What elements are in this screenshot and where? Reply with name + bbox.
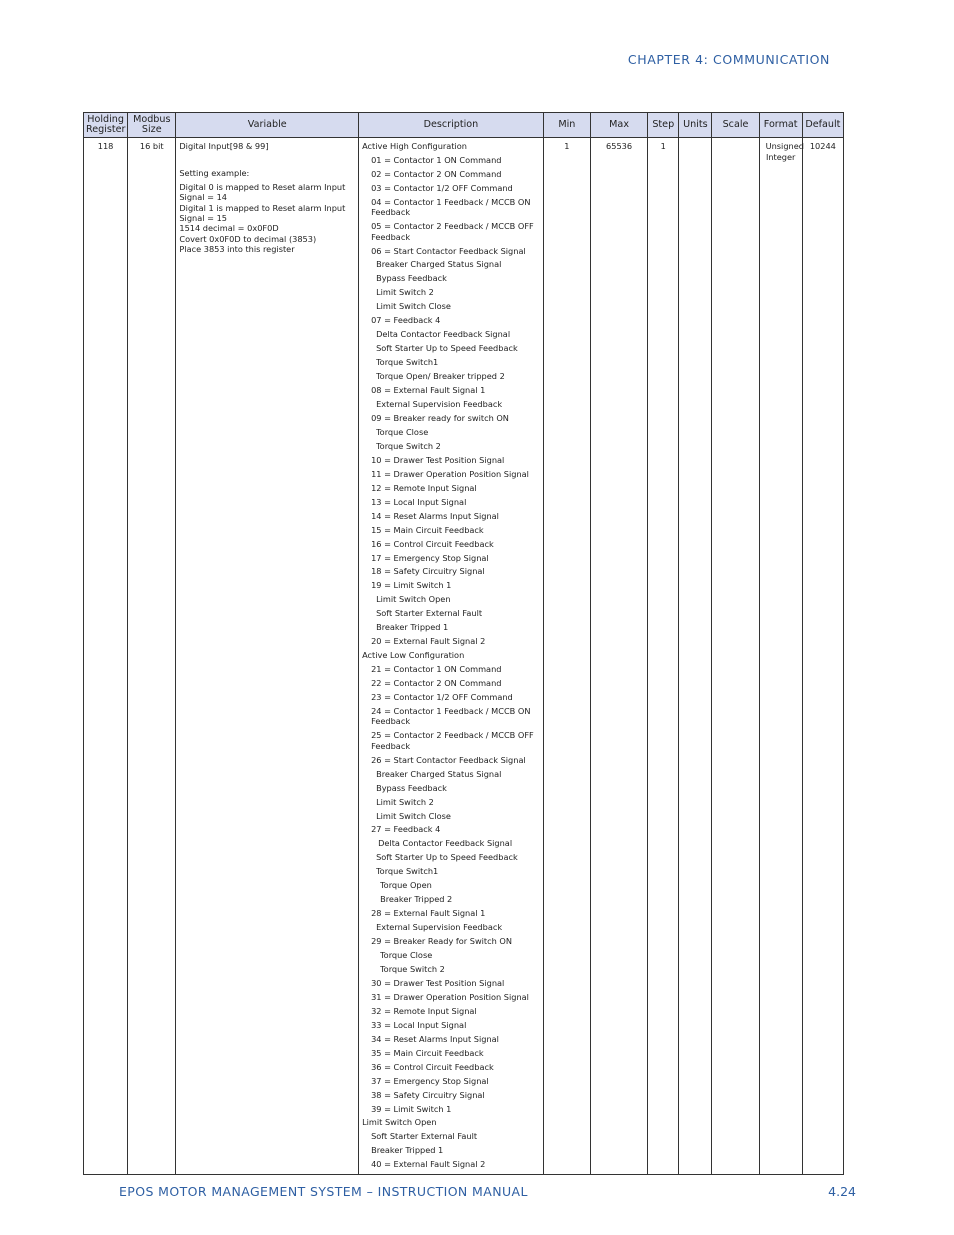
description-line: 08 = External Fault Signal 1 [371,385,486,396]
description-line: Breaker Charged Status Signal [376,768,502,779]
header-holding-register: Holding Register [84,113,128,138]
description-line: 35 = Main Circuit Feedback [371,1047,484,1058]
description-line: 22 = Contactor 2 ON Command [371,678,502,689]
description-line: 36 = Control Circuit Feedback [371,1061,494,1072]
description-line: 23 = Contactor 1/2 OFF Command [371,692,513,703]
header-max: Max [590,113,647,138]
cell-default: 10244 [802,138,843,1175]
description-line: 14 = Reset Alarms Input Signal [371,510,499,521]
description-line: 31 = Drawer Operation Position Signal [371,991,529,1002]
description-line: 21 = Contactor 1 ON Command [371,664,502,675]
header-min: Min [543,113,590,138]
description-line: 28 = External Fault Signal 1 [371,908,486,919]
variable-line: Covert 0x0F0D to decimal (3853) [179,233,317,244]
description-line: Limit Switch Open [376,594,451,605]
description-line: 01 = Contactor 1 ON Command [371,154,502,165]
description-line: 25 = Contactor 2 Feedback / MCCB OFF Feedback [371,730,534,751]
description-line: 30 = Drawer Test Position Signal [371,977,505,988]
description-line: 15 = Main Circuit Feedback [371,524,484,535]
header-modbus-size: Modbus Size [128,113,176,138]
description-line: 03 = Contactor 1/2 OFF Command [371,182,513,193]
manual-title: EPOS MOTOR MANAGEMENT SYSTEM – INSTRUCTION MANUAL [119,1184,528,1199]
description-line: Torque Open/ Breaker tripped 2 [376,371,505,382]
description-line: Breaker Tripped 1 [376,622,449,633]
description-line: 06 = Start Contactor Feedback Signal [371,245,526,256]
cell-holding-register: 118 [84,138,128,1175]
variable-line: 1514 decimal = 0x0F0D [179,223,279,234]
modbus-register-table [83,112,844,1175]
cell-min: 1 [543,138,590,1175]
description-line: Torque Close [380,950,433,961]
description-line: Soft Starter External Fault [376,608,483,619]
header-step: Step [648,113,679,138]
description-line: 10 = Drawer Test Position Signal [371,454,505,465]
description-line: Torque Switch 2 [376,440,441,451]
description-line: Bypass Feedback [376,782,447,793]
description-line: Bypass Feedback [376,273,447,284]
description-line: Delta Contactor Feedback Signal [376,329,511,340]
cell-variable [176,138,359,1175]
cell-step: 1 [648,138,679,1175]
description-line: 38 = Safety Circuitry Signal [371,1089,485,1100]
description-line: Limit Switch 2 [376,287,434,298]
table-header-row [84,113,844,138]
description-line: Soft Starter External Fault [371,1131,478,1142]
description-line: Limit Switch Close [376,301,451,312]
description-line: Active High Configuration [362,141,467,151]
variable-line: Digital 0 is mapped to Reset alarm Input Signal = 14 [179,181,346,203]
description-line: 12 = Remote Input Signal [371,482,477,493]
description-line: 29 = Breaker Ready for Switch ON [371,936,512,947]
description-line: 19 = Limit Switch 1 [371,580,452,591]
description-line: 20 = External Fault Signal 2 [371,636,486,647]
description-line: Breaker Tripped 2 [380,894,453,905]
description-line: Torque Close [376,426,429,437]
cell-modbus-size: 16 bit [128,138,176,1175]
description-line: Active Low Configuration [362,650,465,661]
table-row [84,138,844,1175]
header-units: Units [679,113,712,138]
header-description: Description [359,113,544,138]
description-line: Breaker Charged Status Signal [376,259,502,270]
cell-units [679,138,712,1175]
description-line: Limit Switch Open [362,1117,437,1128]
description-line: 26 = Start Contactor Feedback Signal [371,754,526,765]
description-line: 27 = Feedback 4 [371,824,441,835]
description-line: Soft Starter Up to Speed Feedback [376,343,518,354]
variable-line: Digital 1 is mapped to Reset alarm Input Signal = 15 [179,202,346,224]
description-line: 16 = Control Circuit Feedback [371,538,494,549]
description-line: Torque Switch1 [376,866,439,877]
description-line: Torque Switch 2 [380,964,445,974]
variable-line: Place 3853 into this register [179,244,295,255]
description-line: Delta Contactor Feedback Signal [378,838,513,849]
header-format: Format [759,113,802,138]
variable-line: Setting example: [179,168,250,179]
cell-scale [712,138,759,1175]
description-line: Limit Switch 2 [376,796,434,807]
description-line: 18 = Safety Circuitry Signal [371,566,485,577]
description-line: 11 = Drawer Operation Position Signal [371,468,529,479]
header-default: Default [802,113,843,138]
cell-description [359,138,544,1175]
description-line: 37 = Emergency Stop Signal [371,1075,489,1086]
description-line: 40 = External Fault Signal 2 [371,1159,486,1170]
description-line: Breaker Tripped 1 [371,1145,444,1156]
cell-max: 65536 [590,138,647,1175]
description-line: 02 = Contactor 2 ON Command [371,168,502,179]
variable-spacer [179,151,355,168]
header-scale: Scale [712,113,759,138]
description-line: 04 = Contactor 1 Feedback / MCCB ON Feedback [371,196,531,218]
description-line: 05 = Contactor 2 Feedback / MCCB OFF Feedback [371,221,534,242]
description-line: 24 = Contactor 1 Feedback / MCCB ON Feedback [371,705,531,727]
description-line: 33 = Local Input Signal [371,1019,467,1030]
chapter-heading: CHAPTER 4: COMMUNICATION [627,52,830,67]
description-line: 39 = Limit Switch 1 [371,1103,452,1114]
page-number: 4.24 [828,1184,856,1199]
description-line: External Supervision Feedback [376,922,503,933]
variable-line: Digital Input[98 & 99] [179,141,269,151]
description-line: 07 = Feedback 4 [371,315,441,326]
description-line: External Supervision Feedback [376,399,503,410]
description-line: 32 = Remote Input Signal [371,1005,477,1016]
description-line: Torque Switch1 [376,357,439,368]
header-variable: Variable [176,113,359,138]
description-line: Limit Switch Close [376,810,451,821]
description-line: 09 = Breaker ready for switch ON [371,412,509,423]
description-line: Soft Starter Up to Speed Feedback [376,852,518,863]
cell-format: Unsigned Integer [759,138,802,1175]
description-line: 13 = Local Input Signal [371,496,467,507]
description-line: 34 = Reset Alarms Input Signal [371,1033,499,1044]
description-line: 17 = Emergency Stop Signal [371,552,489,563]
description-line: Torque Open [380,880,432,891]
